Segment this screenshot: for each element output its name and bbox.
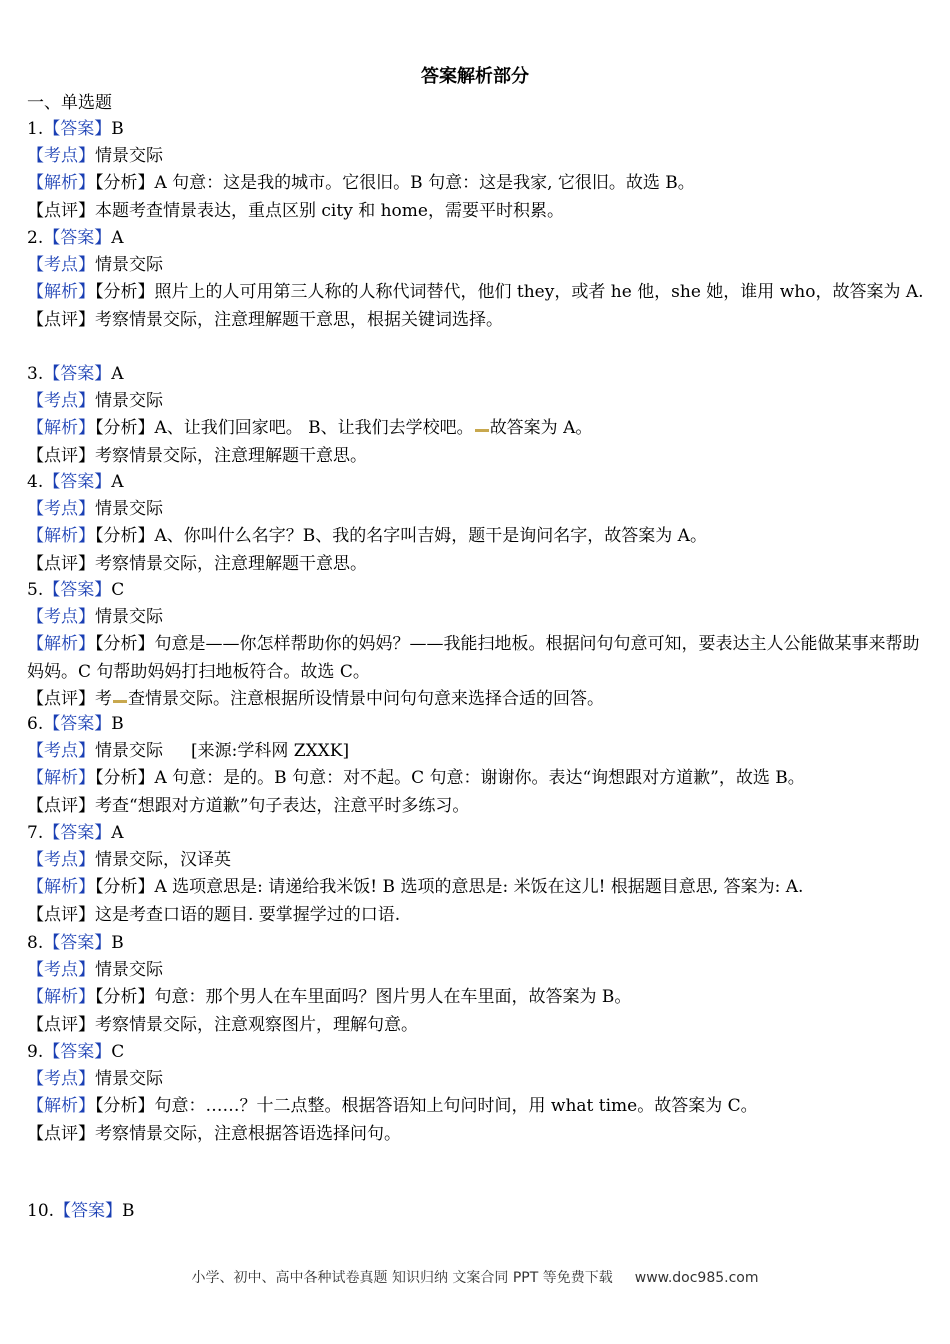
answer-value: B (111, 714, 124, 734)
answer-line: 3.【答案】A (27, 364, 124, 384)
comment-line: 【点评】考查“想跟对方道歉”句子表达，注意平时多练习。 (27, 795, 470, 816)
question-1 (27, 116, 927, 225)
answer-tag: 【答案】 (43, 364, 112, 384)
answer-value: B (111, 933, 124, 953)
point-line: 【考点】情景交际 (27, 255, 163, 276)
answer-value: B (111, 119, 124, 139)
answer-line: 6.【答案】B (27, 714, 124, 734)
answer-tag: 【答案】 (43, 119, 112, 139)
analysis-tag: 【解析】 (27, 768, 95, 789)
comment-tag: 【点评】 (27, 795, 95, 816)
footer-text: 小学、初中、高中各种试卷真题 知识归纳 文案合同 PPT 等免费下载 (191, 1270, 613, 1286)
analysis-line: 【解析】【分析】A、你叫什么名字？B、我的名字叫吉姆，题干是询问名字，故答案为 A。 (27, 526, 707, 547)
question-6 (27, 711, 927, 820)
answer-tag: 【答案】 (43, 933, 112, 953)
answer-tag: 【答案】 (43, 1042, 112, 1062)
analysis-line: 【解析】【分析】句意是——你怎样帮助你的妈妈？——我能扫地板。根据问句句意可知，要表达主人公能做某事来帮助妈妈。C 句帮助妈妈打扫地板符合。故选 C。 (27, 634, 920, 682)
point-tag: 【考点】 (27, 607, 95, 628)
answer-value: A (111, 823, 124, 843)
question-9 (27, 1039, 927, 1148)
comment-tag: 【点评】 (27, 553, 95, 574)
analysis-tag: 【解析】 (27, 1096, 95, 1117)
comment-tag: 【点评】 (27, 1123, 95, 1144)
analysis-tag: 【解析】 (27, 634, 95, 655)
answer-tag: 【答案】 (43, 228, 112, 248)
analysis-line: 【解析】【分析】A 选项意思是: 请递给我米饭! B 选项的意思是: 米饭在这儿! 根据题目意思, 答案为: A. (27, 877, 804, 898)
analysis-tag: 【解析】 (27, 418, 95, 439)
point-tag: 【考点】 (27, 146, 95, 167)
comment-line: 【点评】考察情景交际，注意理解题干意思，根据关键词选择。 (27, 309, 503, 330)
question-7 (27, 820, 927, 929)
analysis-line: 【解析】【分析】A 句意：这是我的城市。它很旧。B 句意：这是我家, 它很旧。故选 B。 (27, 173, 695, 194)
analysis-tag: 【解析】 (27, 877, 95, 898)
question-2 (27, 225, 927, 334)
point-line: 【考点】情景交际 (27, 499, 163, 520)
point-line: 【考点】情景交际 (27, 1069, 163, 1090)
point-line: 【考点】情景交际 (27, 607, 163, 628)
analysis-tag: 【解析】 (27, 173, 95, 194)
answer-value: B (122, 1201, 135, 1221)
answer-value: A (111, 472, 124, 492)
question-4 (27, 469, 927, 578)
comment-tag: 【点评】 (27, 1014, 95, 1035)
answer-line: 4.【答案】A (27, 472, 124, 492)
blank-mark (113, 696, 127, 703)
answer-tag: 【答案】 (54, 1201, 123, 1221)
comment-line: 【点评】考察情景交际，注意观察图片，理解句意。 (27, 1014, 418, 1035)
section-heading: 一、单选题 (27, 93, 112, 113)
question-3 (27, 361, 927, 470)
page-title: 答案解析部分 (421, 66, 529, 87)
answer-value: A (111, 364, 124, 384)
point-line: 【考点】情景交际 (27, 391, 163, 412)
answer-tag: 【答案】 (43, 714, 112, 734)
comment-tag: 【点评】 (27, 200, 95, 221)
point-line: 【考点】情景交际，汉译英 (27, 850, 231, 871)
point-tag: 【考点】 (27, 850, 95, 871)
blank-mark (475, 425, 489, 432)
point-tag: 【考点】 (27, 960, 95, 981)
question-10 (27, 1198, 927, 1225)
comment-tag: 【点评】 (27, 445, 95, 466)
point-tag: 【考点】 (27, 499, 95, 520)
analysis-line: 【解析】【分析】A 句意：是的。B 句意：对不起。C 句意：谢谢你。表达“询想跟对方道歉”，故选 B。 (27, 768, 805, 789)
analysis-line: 【解析】【分析】A、让我们回家吧。 B、让我们去学校吧。 故答案为 A。 (27, 418, 593, 439)
answer-line: 10.【答案】B (27, 1201, 135, 1221)
answer-line: 1.【答案】B (27, 119, 124, 139)
comment-line: 【点评】这是考查口语的题目. 要掌握学过的口语. (27, 904, 401, 925)
point-tag: 【考点】 (27, 255, 95, 276)
answer-value: C (111, 1042, 125, 1062)
analysis-line: 【解析】【分析】照片上的人可用第三人称的人称代词替代，他们 they，或者 he 他，she 她，谁用 who，故答案为 A. (27, 282, 924, 303)
question-8 (27, 930, 927, 1039)
source-note: [来源:学科网 ZXXK] (191, 741, 350, 762)
answer-value: C (111, 580, 125, 600)
analysis-line: 【解析】【分析】句意：那个男人在车里面吗？图片男人在车里面，故答案为 B。 (27, 987, 632, 1008)
comment-line: 【点评】考察情景交际，注意根据答语选择问句。 (27, 1123, 401, 1144)
point-tag: 【考点】 (27, 391, 95, 412)
analysis-tag: 【解析】 (27, 526, 95, 547)
footer-site-link[interactable]: www.doc985.com (634, 1270, 759, 1286)
comment-line: 【点评】考察情景交际，注意理解题干意思。 (27, 445, 367, 466)
point-tag: 【考点】 (27, 1069, 95, 1090)
answer-tag: 【答案】 (43, 472, 112, 492)
comment-tag: 【点评】 (27, 904, 95, 925)
comment-line: 【点评】本题考查情景表达，重点区别 city 和 home，需要平时积累。 (27, 200, 564, 221)
point-line: 【考点】情景交际 (27, 960, 163, 981)
comment-line: 【点评】考 查情景交际。注意根据所设情景中问句句意来选择合适的回答。 (27, 688, 604, 709)
analysis-line: 【解析】【分析】句意：……？十二点整。根据答语知上句问时间，用 what time。故答案为 C。 (27, 1096, 758, 1117)
answer-line: 9.【答案】C (27, 1042, 125, 1062)
answer-value: A (111, 228, 124, 248)
page-footer (0, 1267, 950, 1287)
answer-tag: 【答案】 (43, 823, 112, 843)
comment-tag: 【点评】 (27, 688, 95, 709)
point-line: 【考点】情景交际 [来源:学科网 ZXXK] (27, 741, 350, 762)
comment-tag: 【点评】 (27, 309, 95, 330)
analysis-tag: 【解析】 (27, 987, 95, 1008)
point-tag: 【考点】 (27, 741, 95, 762)
answer-tag: 【答案】 (43, 580, 112, 600)
answer-line: 7.【答案】A (27, 823, 124, 843)
analysis-tag: 【解析】 (27, 282, 95, 303)
answer-line: 5.【答案】C (27, 580, 125, 600)
point-line: 【考点】情景交际 (27, 146, 163, 167)
answer-line: 8.【答案】B (27, 933, 124, 953)
question-5 (27, 577, 927, 713)
comment-line: 【点评】考察情景交际，注意理解题干意思。 (27, 553, 367, 574)
answer-line: 2.【答案】A (27, 228, 124, 248)
